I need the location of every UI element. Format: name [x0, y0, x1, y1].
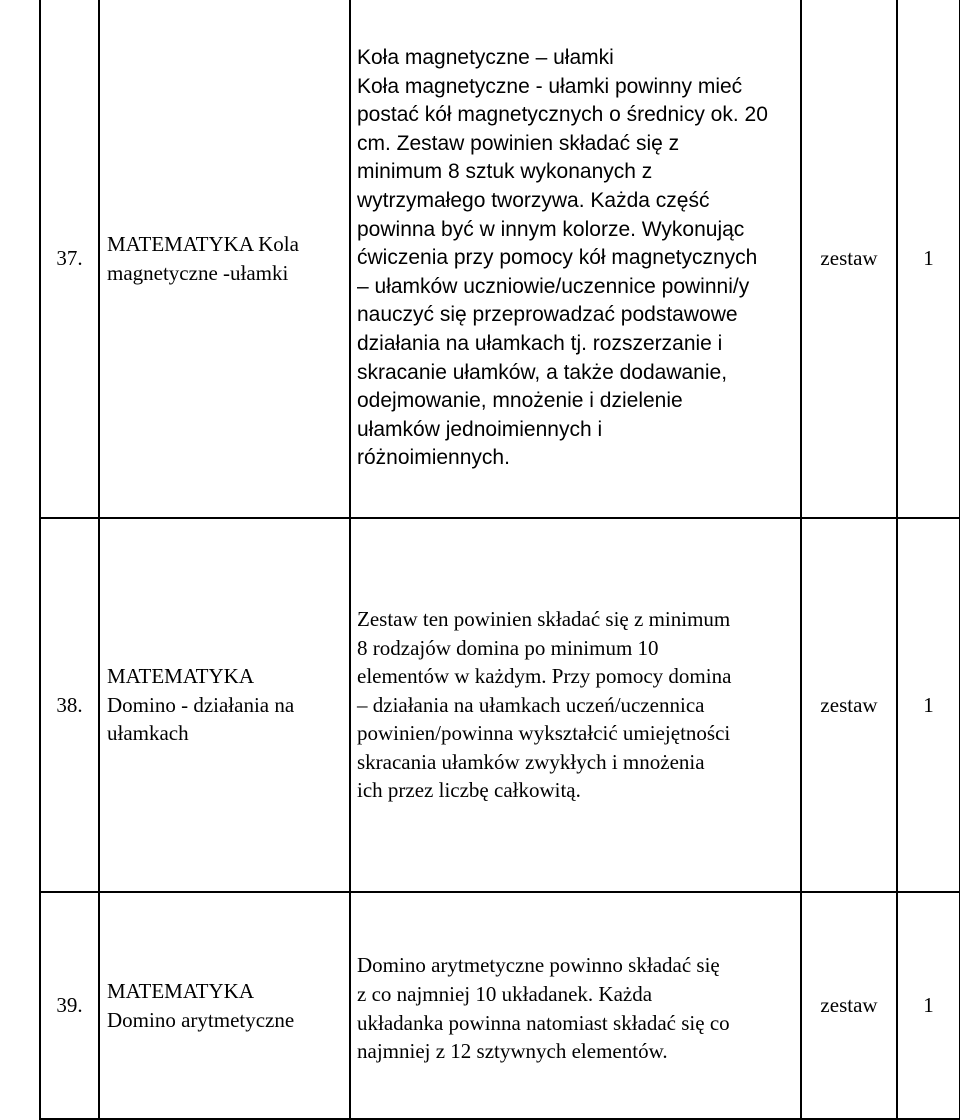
item-number: 37. — [40, 0, 99, 518]
description-line: wytrzymałego tworzywa. Każda część — [357, 189, 710, 213]
item-number: 39. — [40, 892, 99, 1119]
item-quantity: 1 — [897, 892, 960, 1119]
description-line: działania na ułamkach tj. rozszerzanie i — [357, 331, 723, 355]
item-subject-line: magnetyczne -ułamki — [107, 260, 289, 285]
item-subject — [99, 518, 350, 892]
description-line: skracanie ułamków, a także dodawanie, — [357, 360, 728, 384]
item-subject-line: Domino - działania na — [107, 692, 295, 717]
item-unit: zestaw — [801, 0, 897, 518]
description-line: ćwiczenia przy pomocy kół magnetycznych — [357, 246, 758, 270]
description-line: Koła magnetyczne - ułamki powinny mieć — [357, 74, 743, 98]
item-unit: zestaw — [801, 892, 897, 1119]
description-line: z co najmniej 10 układanek. Każda — [357, 981, 653, 1006]
description-line: cm. Zestaw powinien składać się z — [357, 131, 680, 155]
description-line: postać kół magnetycznych o średnicy ok. 20 — [357, 103, 768, 127]
description-line: odejmowanie, mnożenie i dzielenie — [357, 389, 683, 413]
item-subject-line: MATEMATYKA — [107, 978, 254, 1003]
item-quantity: 1 — [897, 518, 960, 892]
table-row — [40, 518, 960, 892]
item-quantity: 1 — [897, 0, 960, 518]
description-line: skracania ułamków zwykłych i mnożenia — [357, 749, 705, 774]
table-row — [40, 892, 960, 1119]
equipment-spec-table — [39, 0, 960, 1120]
description-line: minimum 8 sztuk wykonanych z — [357, 160, 653, 184]
description-line: Domino arytmetyczne powinno składać się — [357, 953, 720, 978]
item-subject-line: MATEMATYKA Kola — [107, 231, 299, 256]
description-line: – ułamków uczniowie/uczennice powinni/y — [357, 274, 750, 298]
item-unit: zestaw — [801, 518, 897, 892]
item-subject-line: MATEMATYKA — [107, 664, 254, 689]
description-line: nauczyć się przeprowadzać podstawowe — [357, 303, 738, 327]
description-line: 8 rodzajów domina po minimum 10 — [357, 635, 659, 660]
description-line: różnoimiennych. — [357, 446, 510, 470]
description-line: – działania na ułamkach uczeń/uczennica — [357, 692, 705, 717]
description-line: ułamków jednoimiennych i — [357, 417, 603, 441]
item-number: 38. — [40, 518, 99, 892]
description-line: układanka powinna natomiast składać się co — [357, 1010, 730, 1035]
description-line: Koła magnetyczne – ułamki — [357, 46, 614, 70]
item-subject-line: Domino arytmetyczne — [107, 1007, 295, 1032]
description-line: elementów w każdym. Przy pomocy domina — [357, 664, 732, 689]
description-line: powinien/powinna wykształcić umiejętności — [357, 721, 731, 746]
description-line: ich przez liczbę całkowitą. — [357, 778, 581, 803]
description-line: powinna być w innym kolorze. Wykonując — [357, 217, 745, 241]
item-description — [350, 518, 801, 892]
description-line: Zestaw ten powinien składać się z minimum — [357, 606, 731, 631]
table-row — [40, 0, 960, 518]
description-line: najmniej z 12 sztywnych elementów. — [357, 1039, 668, 1064]
item-subject-line: ułamkach — [107, 721, 189, 746]
item-description — [350, 892, 801, 1119]
item-subject — [99, 892, 350, 1119]
item-subject — [99, 0, 350, 518]
item-description — [350, 0, 801, 518]
